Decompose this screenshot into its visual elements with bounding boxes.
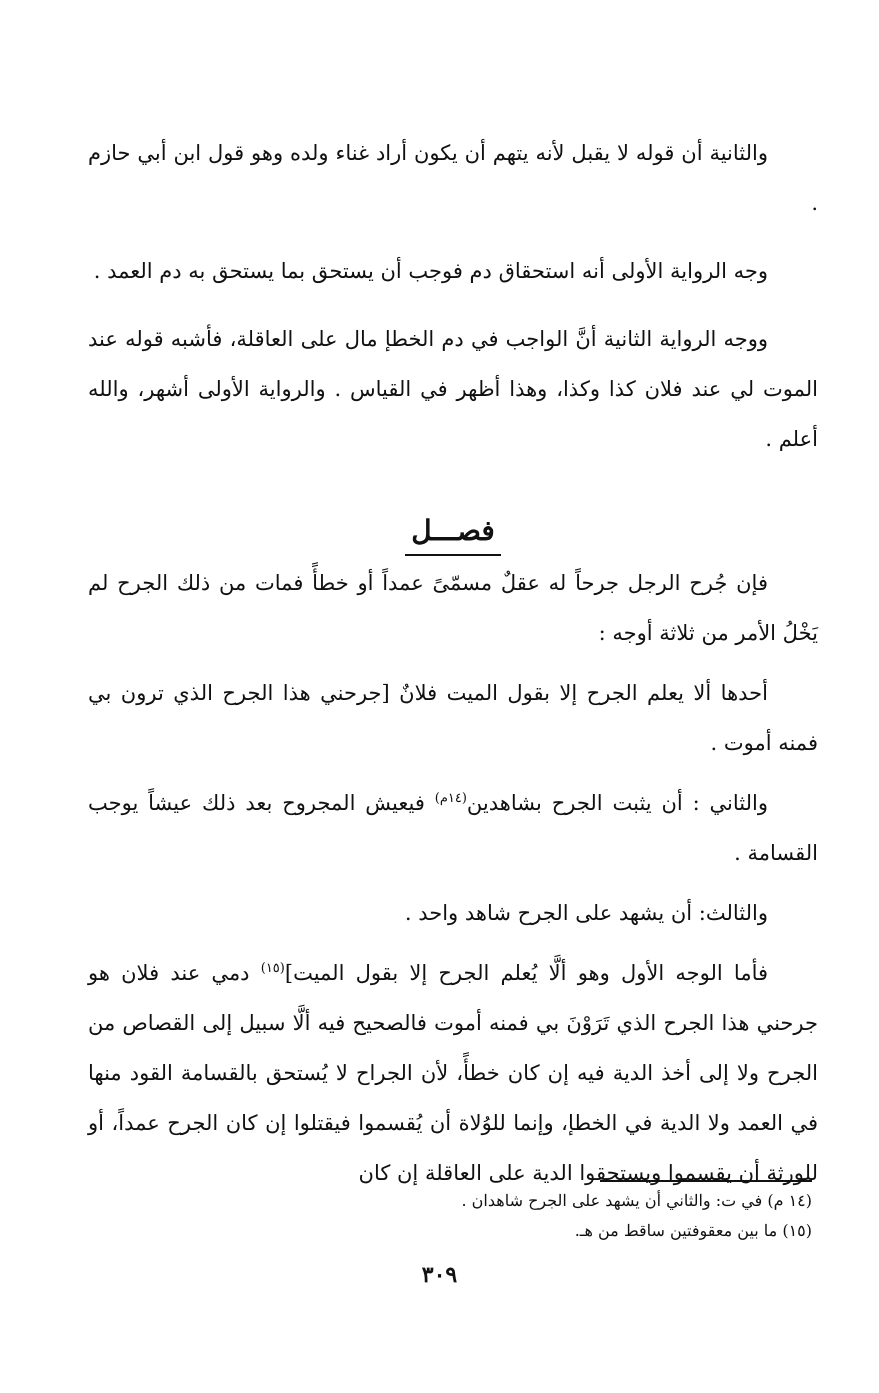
page-number: ٣٠٩	[421, 1262, 458, 1288]
paragraph-2: وجه الرواية الأولى أنه استحقاق دم فوجب أن يستحق بما يستحق به دم العمد .	[93, 259, 768, 283]
paragraph-6-end: فيعيش المجروح بعد ذلك عيشاً يوجب القسامة .	[88, 791, 818, 865]
section-heading-text: فصـــل	[405, 508, 500, 556]
section-heading	[88, 508, 818, 556]
paragraph-4: فإن جُرح الرجل جرحاً له عقلٌ مسمّىً عمداً أو خطأً فمات من ذلك الجرح لم يَخْلُ الأمر من ثلاثة أوجه :	[88, 571, 818, 645]
paragraph-5: أحدها ألا يعلم الجرح إلا بقول الميت فلانٌ [جرحني هذا الجرح الذي ترون بي فمنه أموت .	[88, 681, 818, 755]
footnote-ref-14m: (١٤م)	[434, 791, 467, 806]
footnote-divider	[600, 1180, 812, 1182]
paragraph-6-start: والثاني : أن يثبت الجرح بشاهدين	[466, 791, 768, 815]
footnotes	[300, 1186, 812, 1246]
paragraph-8-start: فأما الوجه الأول وهو ألَّا يُعلم الجرح إلا بقول الميت]	[284, 961, 769, 985]
footnote-14m: (١٤ م) في ت: والثاني أن يشهد على الجرح شاهدان .	[461, 1191, 812, 1210]
footnote-15: (١٥) ما بين معقوفتين ساقط من هـ.	[574, 1221, 812, 1240]
paragraph-6	[88, 778, 818, 878]
main-text	[88, 128, 818, 1208]
footnote-ref-15: (١٥)	[260, 961, 285, 976]
paragraph-8	[88, 948, 818, 1198]
paragraph-8-end: دمي عند فلان هو جرحني هذا الجرح الذي تَرَوْنَ بي فمنه أموت فالصحيح فيه ألَّا سبيل إلى القصاص من الجرح ولا إلى أخذ الدية فيه إن كان خطأً، لأن الجراح لا يُستحق بالقسامة القود منها في العمد ولا الدية في الخطإ، وإنما للوُلاة أن يُقسموا فيقتلوا إن كان الجرح عمداً، أو للورثة أن يقسموا ويستحقوا الدية على العاقلة إن كان	[88, 961, 818, 1185]
paragraph-3: ووجه الرواية الثانية أنَّ الواجب في دم الخطإ مال على العاقلة، فأشبه قوله عند الموت لي عند فلان كذا وكذا، وهذا أظهر في القياس . والرواية الأولى أشهر، والله أعلم .	[88, 327, 818, 451]
paragraph-1: والثانية أن قوله لا يقبل لأنه يتهم أن يكون أراد غناء ولده وهو قول ابن أبي حازم .	[88, 141, 818, 215]
paragraph-7: والثالث: أن يشهد على الجرح شاهد واحد .	[404, 901, 768, 925]
